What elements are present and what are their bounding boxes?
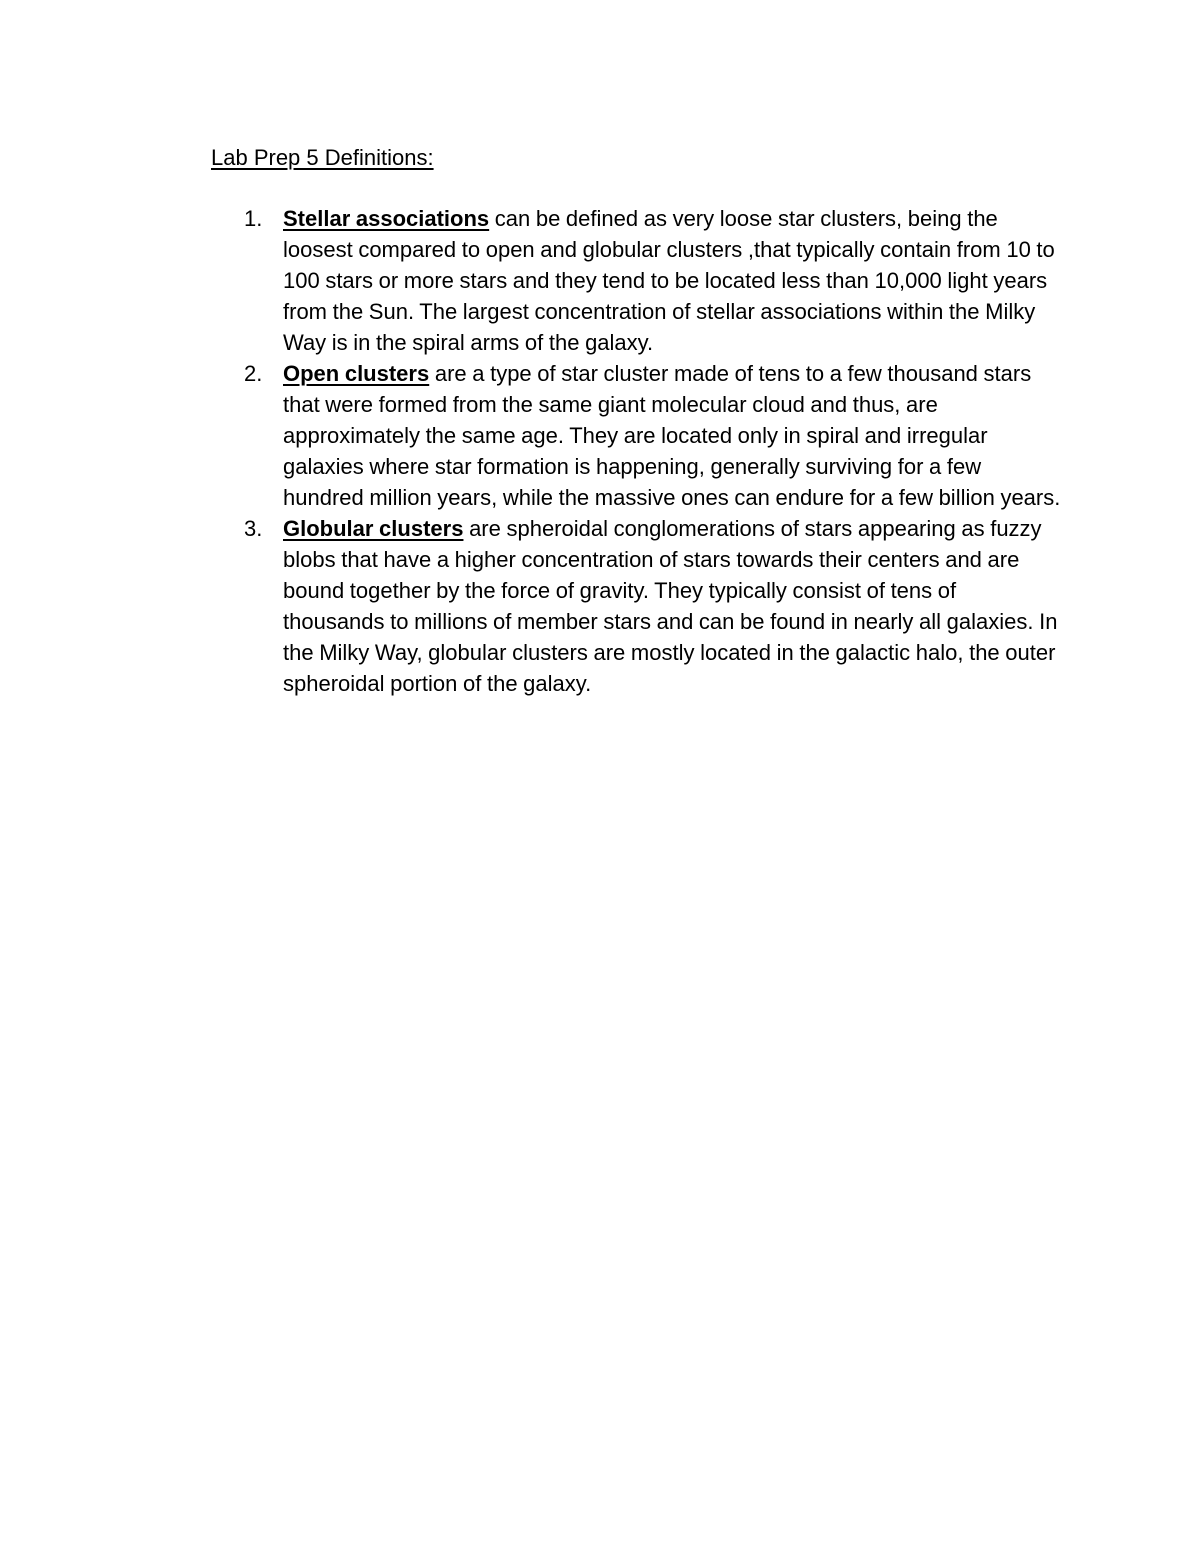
list-number: 3. bbox=[244, 516, 263, 541]
definition-description: are spheroidal conglomerations of stars appearing as fuzzy blobs that have a higher concentration of stars towards their centers and are bound together by the force of gravity. They typically consist of tens of thousands to millions of member stars and can be found in nearly all galaxies. In the Milky Way, globular clusters are mostly located in the galactic halo, the outer spheroidal portion of the galaxy. bbox=[283, 516, 1058, 696]
definition-item-open-clusters bbox=[0, 358, 1200, 513]
list-number: 1. bbox=[244, 206, 263, 231]
definition-description: can be defined as very loose star clusters, being the loosest compared to open and globular clusters ,that typically contain from 10 to 100 stars or more stars and they tend to be located less than 10,000 light years from the Sun. The largest concentration of stellar associations within the Milky Way is in the spiral arms of the galaxy. bbox=[283, 206, 1055, 355]
definition-item-stellar-associations bbox=[0, 203, 1200, 358]
definition-term: Open clusters bbox=[283, 361, 430, 386]
definitions-list bbox=[0, 203, 1200, 699]
document-title: Lab Prep 5 Definitions: bbox=[211, 145, 434, 170]
definition-term: Stellar associations bbox=[283, 206, 490, 231]
definition-term: Globular clusters bbox=[283, 516, 464, 541]
definition-description: are a type of star cluster made of tens to a few thousand stars that were formed from the same giant molecular cloud and thus, are approximately the same age. They are located only in spiral and irregular galaxies where star formation is happening, generally surviving for a few hundred million years, while the massive ones can endure for a few billion years. bbox=[283, 361, 1061, 510]
definition-text bbox=[283, 513, 1063, 699]
definition-text bbox=[283, 203, 1063, 358]
list-number: 2. bbox=[244, 361, 263, 386]
definition-text bbox=[283, 358, 1063, 513]
definition-item-globular-clusters bbox=[0, 513, 1200, 699]
